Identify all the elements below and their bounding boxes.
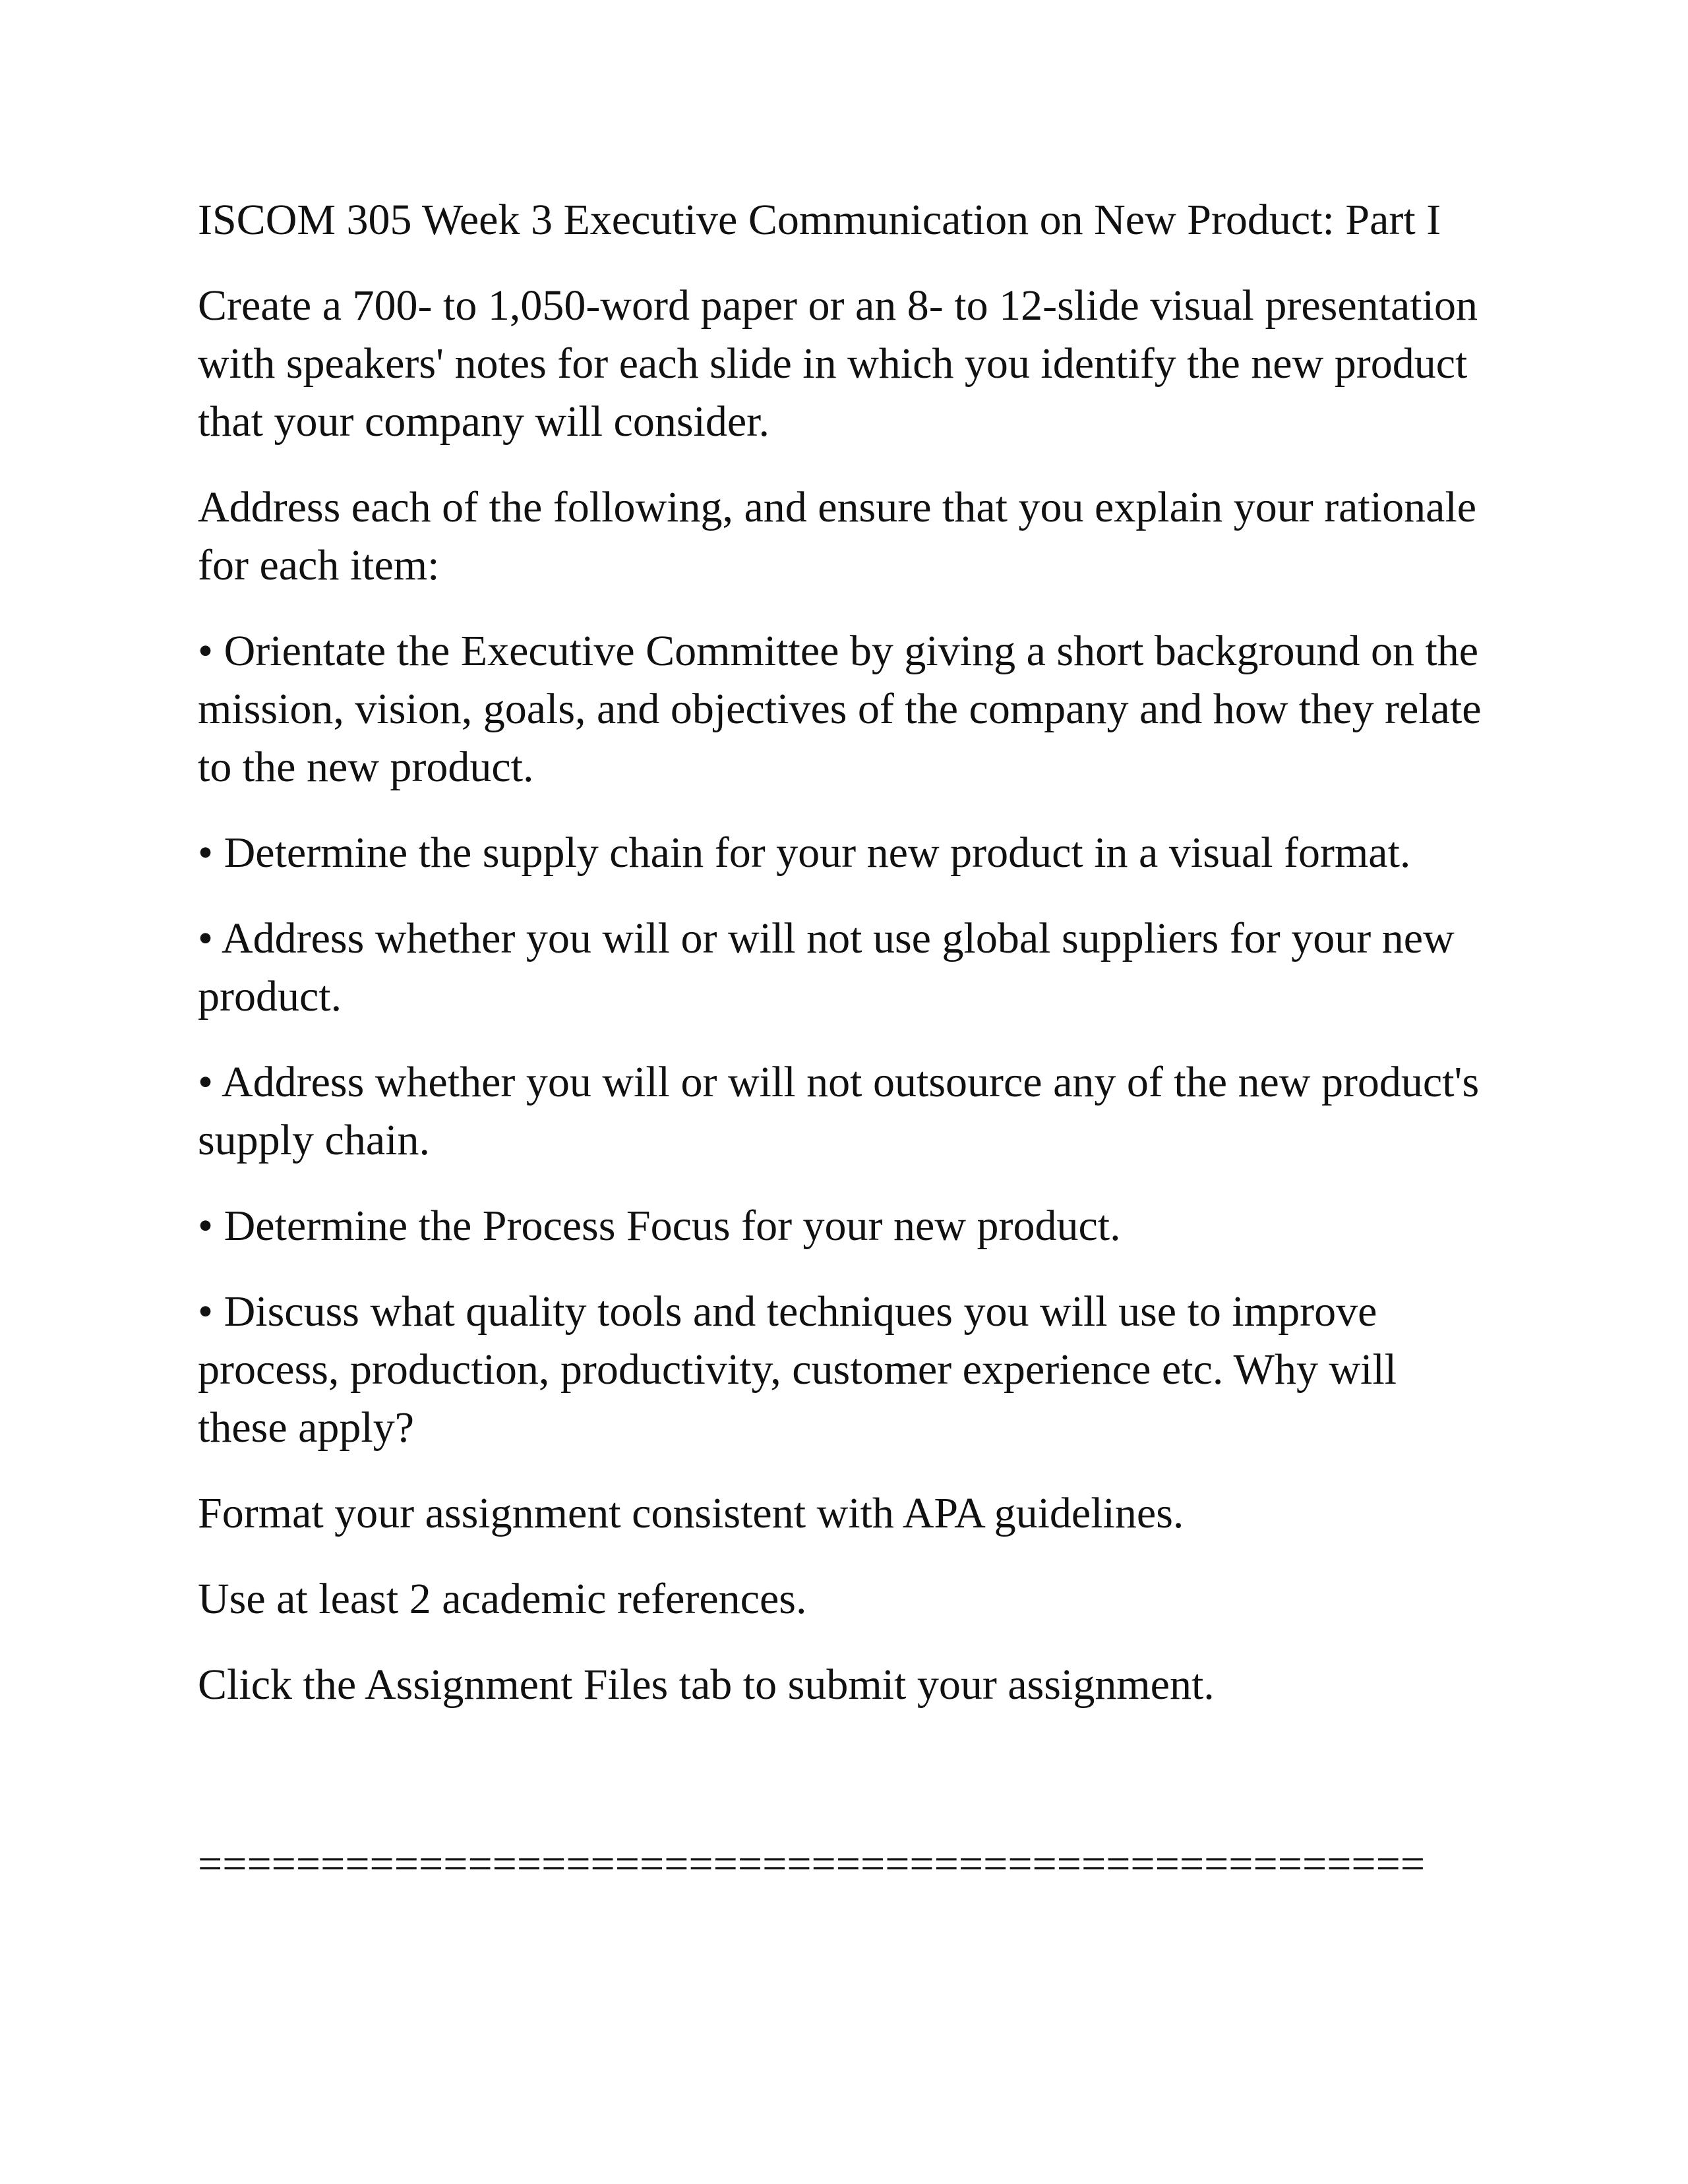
bullet-item: • Orientate the Executive Committee by giving a short background on the mission, vision, goals, and objectives of the company and how they relate to the new product. [198, 627, 1482, 791]
document-title: ISCOM 305 Week 3 Executive Communication on New Product: Part I [198, 196, 1441, 244]
bullet-item: • Determine the supply chain for your new product in a visual format. [198, 829, 1411, 877]
references-note: Use at least 2 academic references. [198, 1575, 807, 1623]
address-intro-paragraph: Address each of the following, and ensure that you explain your rationale for each item: [198, 483, 1477, 589]
format-note: Format your assignment consistent with APA guidelines. [198, 1489, 1184, 1537]
bullet-item: • Address whether you will or will not outsource any of the new product's supply chain. [198, 1058, 1480, 1164]
intro-paragraph: Create a 700- to 1,050-word paper or an 8- to 12-slide visual presentation with speakers' notes for each slide in which you identify the new product that your company will consider. [198, 281, 1478, 446]
bullet-item: • Discuss what quality tools and techniques you will use to improve process, production, productivity, customer experience etc. Why will these apply? [198, 1287, 1397, 1452]
submit-note: Click the Assignment Files tab to submit your assignment. [198, 1661, 1215, 1709]
separator-line: ================================================== [198, 1840, 1426, 1888]
document-body [198, 191, 1490, 1742]
bullet-item: • Address whether you will or will not use global suppliers for your new product. [198, 914, 1455, 1020]
bullet-item: • Determine the Process Focus for your new product. [198, 1202, 1121, 1250]
